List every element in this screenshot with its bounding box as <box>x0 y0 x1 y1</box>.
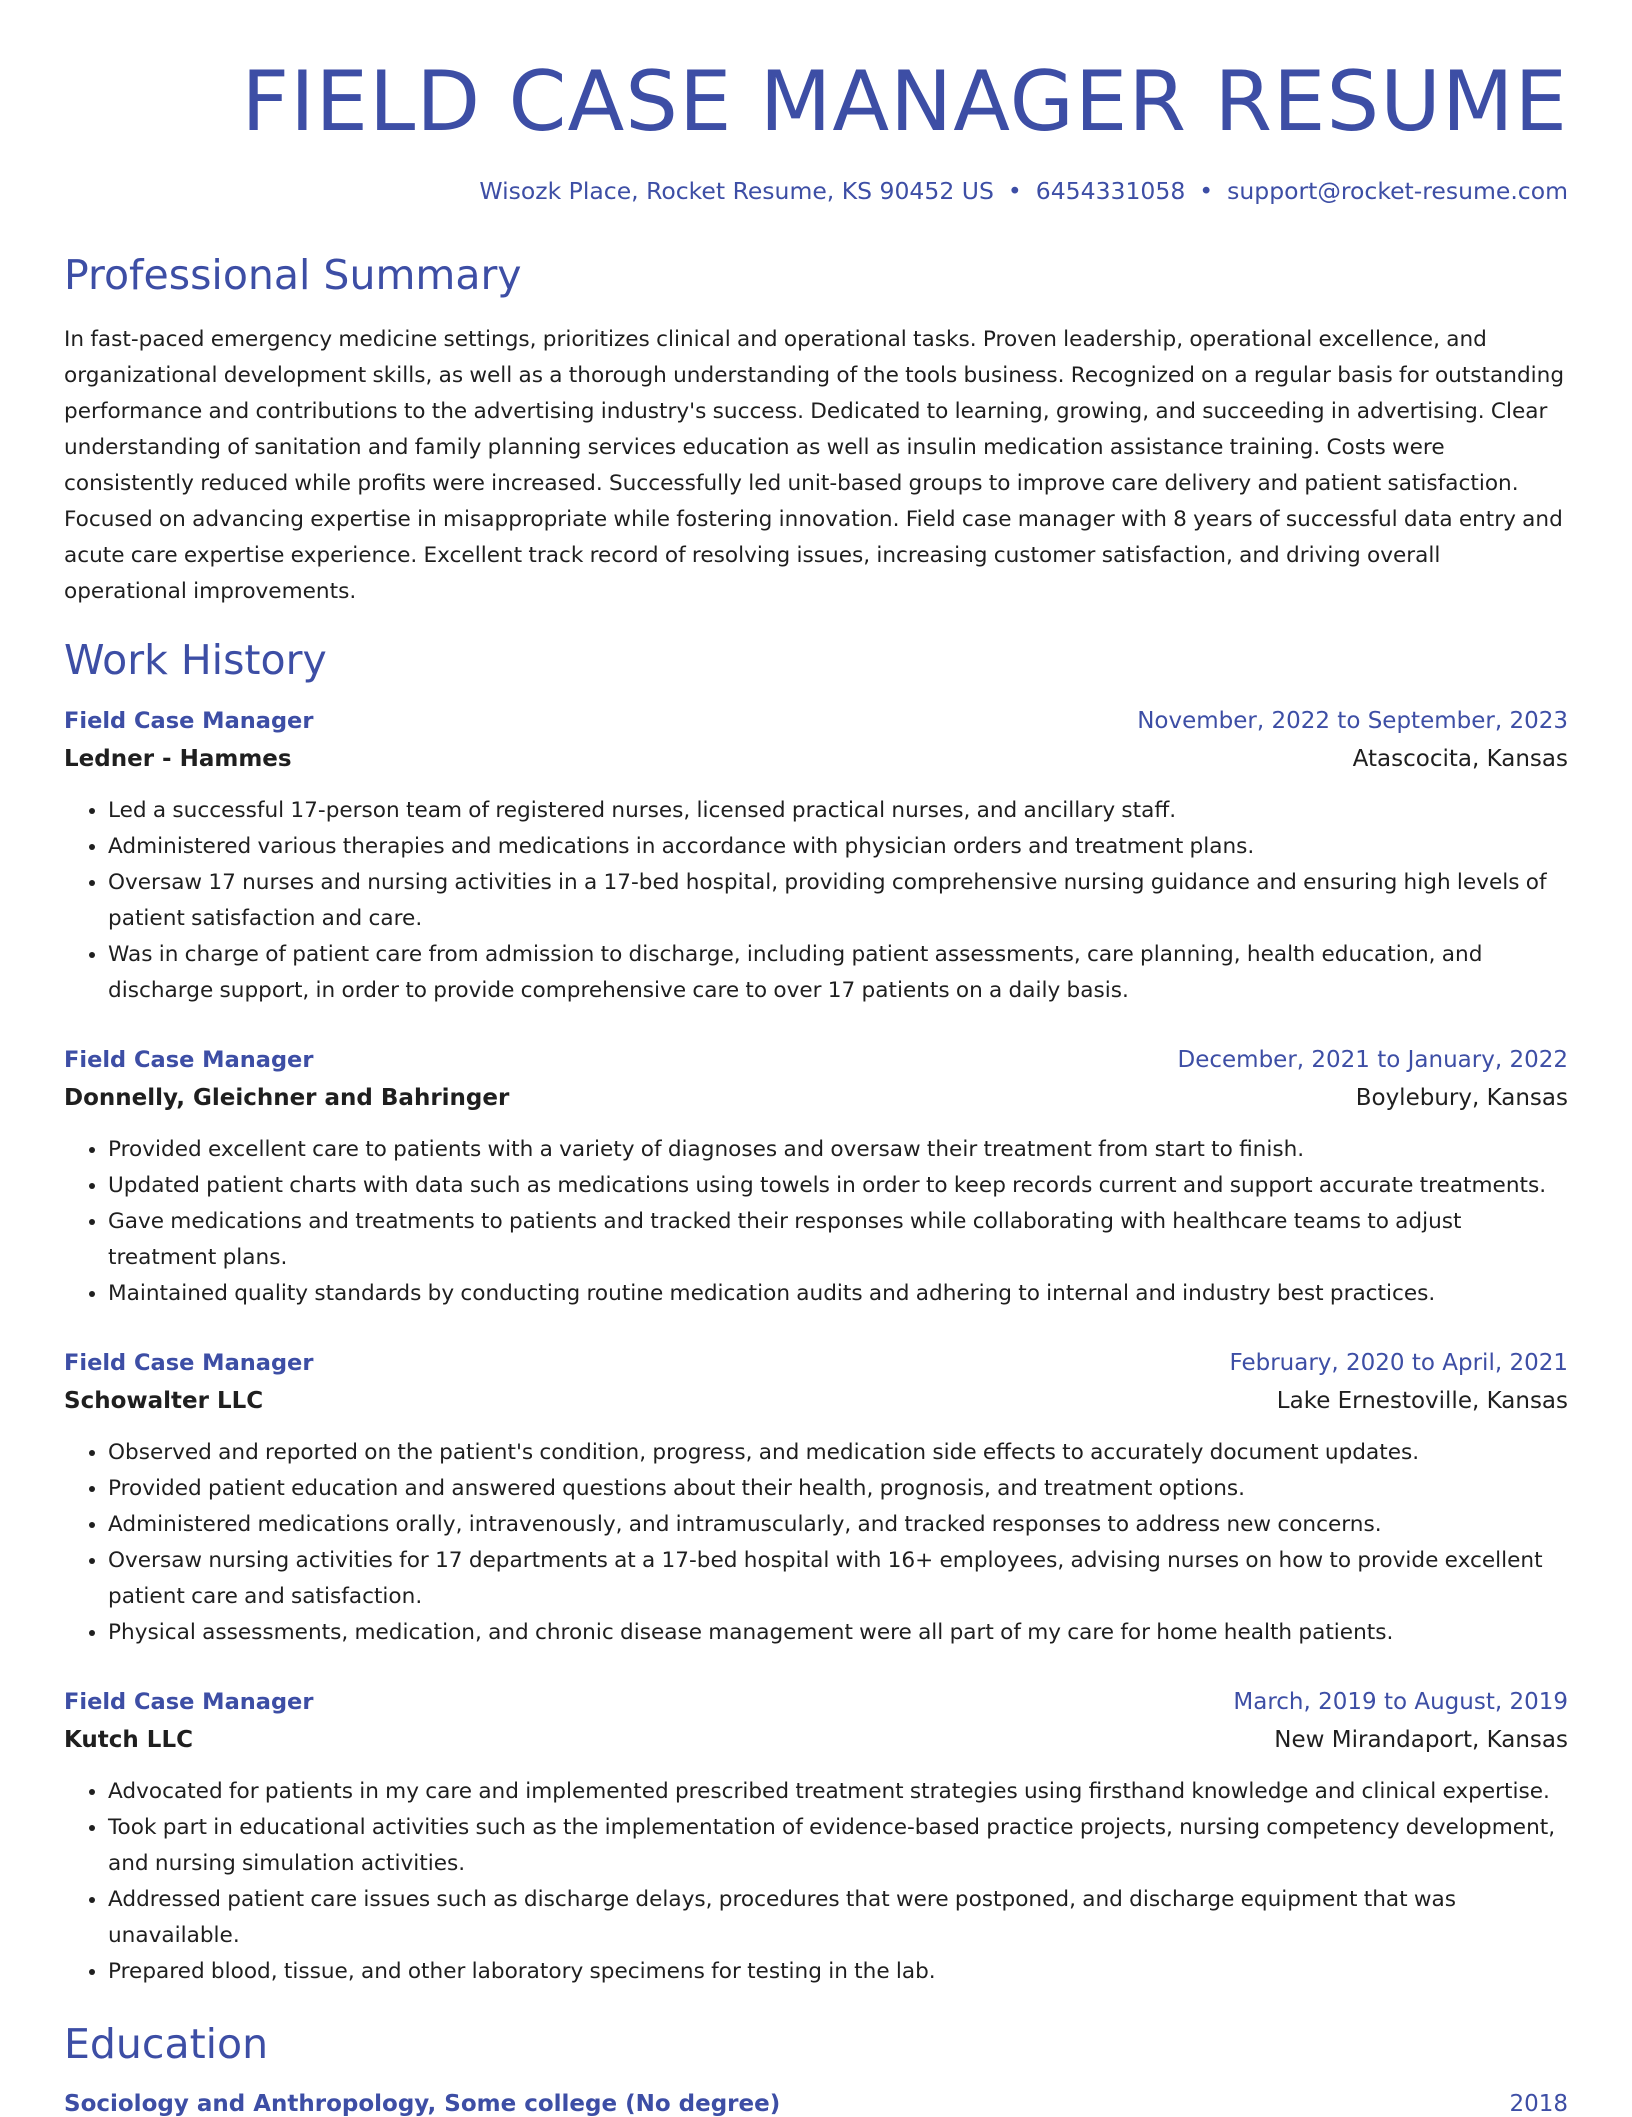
summary-heading: Professional Summary <box>64 251 522 300</box>
job-company: Donnelly, Gleichner and Bahringer <box>64 1084 510 1111</box>
job-entry <box>64 1045 1568 1312</box>
job-company: Schowalter LLC <box>64 1387 264 1414</box>
contact-info <box>64 176 1568 207</box>
job-bullet: • Took part in educational activities such as the implementation of evidence-based practice projects, nursing competency development, and nursing simulation activities. <box>108 1810 1568 1882</box>
job-entry <box>64 1687 1568 1990</box>
job-bullet: • Maintained quality standards by conducting routine medication audits and adhering to internal and industry best practices. <box>108 1276 1568 1312</box>
education-heading: Education <box>64 2019 269 2068</box>
job-title: Field Case Manager <box>64 1688 314 1715</box>
job-bullet: • Administered medications orally, intravenously, and intramuscularly, and tracked responses to address new concerns. <box>108 1507 1568 1543</box>
job-title: Field Case Manager <box>64 1349 314 1376</box>
job-company: Ledner - Hammes <box>64 745 292 772</box>
job-location: Lake Ernestoville, Kansas <box>1276 1387 1568 1414</box>
work-history-heading: Work History <box>64 636 327 685</box>
job-company: Kutch LLC <box>64 1726 193 1753</box>
job-bullet: • Prepared blood, tissue, and other laboratory specimens for testing in the lab. <box>108 1954 1568 1990</box>
education-year: 2018 <box>1509 2091 1568 2117</box>
job-title: Field Case Manager <box>64 707 314 734</box>
job-bullet: • Physical assessments, medication, and chronic disease management were all part of my care for home health patients. <box>108 1615 1568 1651</box>
job-location: Atascocita, Kansas <box>1352 745 1568 772</box>
education-degree: Sociology and Anthropology, Some college (No degree) <box>64 2091 781 2117</box>
job-location: Boylebury, Kansas <box>1355 1084 1568 1111</box>
job-bullet-list <box>64 793 1568 1009</box>
job-bullet: • Advocated for patients in my care and implemented prescribed treatment strategies using firsthand knowledge and clinical expertise. <box>108 1774 1568 1810</box>
job-location: New Mirandaport, Kansas <box>1274 1726 1568 1753</box>
job-bullet: • Was in charge of patient care from admission to discharge, including patient assessments, care planning, health education, and discharge support, in order to provide comprehensive care to over 17 patients on a daily basis. <box>108 937 1568 1009</box>
job-bullet-list <box>64 1435 1568 1651</box>
job-title: Field Case Manager <box>64 1046 314 1073</box>
job-bullet: • Oversaw 17 nurses and nursing activities in a 17-bed hospital, providing comprehensive nursing guidance and ensuring high levels of patient satisfaction and care. <box>108 865 1568 937</box>
job-entry <box>64 706 1568 1009</box>
job-bullet: • Updated patient charts with data such as medications using towels in order to keep records current and support accurate treatments. <box>108 1168 1568 1204</box>
job-bullet: • Oversaw nursing activities for 17 departments at a 17-bed hospital with 16+ employees, advising nurses on how to provide excellent patient care and satisfaction. <box>108 1543 1568 1615</box>
education-entry <box>64 2091 1568 2117</box>
contact-phone: 6454331058 <box>1035 176 1186 205</box>
job-bullet: • Observed and reported on the patient's condition, progress, and medication side effects to accurately document updates. <box>108 1435 1568 1471</box>
job-dates: December, 2021 to January, 2022 <box>1177 1046 1568 1073</box>
job-dates: March, 2019 to August, 2019 <box>1233 1688 1568 1715</box>
job-bullet: • Administered various therapies and medications in accordance with physician orders and treatment plans. <box>108 829 1568 865</box>
job-bullet: • Addressed patient care issues such as discharge delays, procedures that were postponed, and discharge equipment that was unavailable. <box>108 1882 1568 1954</box>
job-bullet: • Led a successful 17-person team of registered nurses, licensed practical nurses, and ancillary staff. <box>108 793 1568 829</box>
contact-separator: • <box>1007 176 1022 205</box>
contact-separator: • <box>1199 176 1214 205</box>
contact-address: Wisozk Place, Rocket Resume, KS 90452 US <box>479 176 994 205</box>
job-entry <box>64 1348 1568 1651</box>
resume-title: FIELD CASE MANAGER RESUME <box>241 53 1568 150</box>
job-dates: February, 2020 to April, 2021 <box>1229 1349 1568 1376</box>
job-bullet-list <box>64 1774 1568 1990</box>
contact-email: support@rocket-resume.com <box>1227 176 1568 205</box>
job-dates: November, 2022 to September, 2023 <box>1137 707 1568 734</box>
job-bullet: • Provided excellent care to patients with a variety of diagnoses and oversaw their treatment from start to finish. <box>108 1132 1568 1168</box>
job-bullet-list <box>64 1132 1568 1312</box>
job-bullet: • Provided patient education and answered questions about their health, prognosis, and treatment options. <box>108 1471 1568 1507</box>
summary-text: In fast-paced emergency medicine settings, prioritizes clinical and operational tasks. Proven leadership, operational excellence, and organizational development skills, as well as a thorough understanding of the tools business. Recognized on a regular basis for outstanding performance and contributions to the advertising industry's success. Dedicated to learning, growing, and succeeding in advertising. Clear understanding of sanitation and family planning services education as well as insulin medication assistance training. Costs were consistently reduced while profits were increased. Successfully led unit-based groups to improve care delivery and patient satisfaction. Focused on advancing expertise in misappropriate while fostering innovation. Field case manager with 8 years of successful data entry and acute care expertise experience. Excellent track record of resolving issues, increasing customer satisfaction, and driving overall operational improvements. <box>64 327 1565 605</box>
job-bullet: • Gave medications and treatments to patients and tracked their responses while collaborating with healthcare teams to adjust treatment plans. <box>108 1204 1568 1276</box>
